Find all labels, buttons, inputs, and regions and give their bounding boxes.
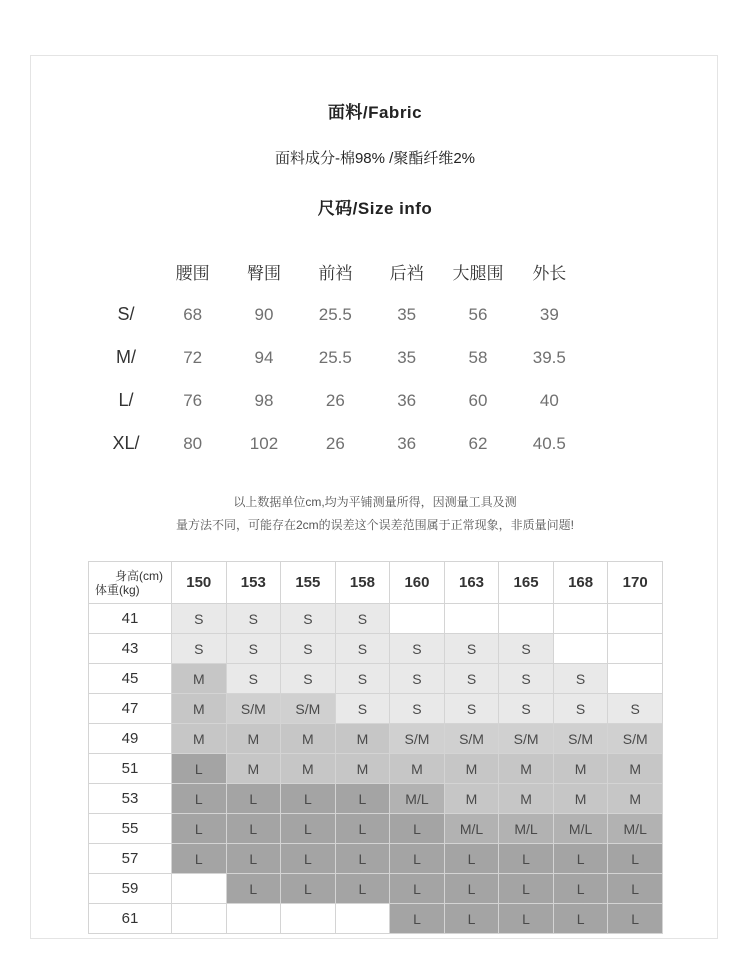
recommended-size-cell: S [335,604,390,634]
size-table-row [95,293,585,336]
weight-row-label: 61 [89,904,172,934]
recommended-size-cell: S [553,664,608,694]
recommended-size-cell: S [444,634,499,664]
fabric-composition-text: 面料成分-棉98% /聚酯纤维2% [274,150,476,167]
recommended-size-cell: S [172,604,227,634]
size-row-label: XL/ [112,433,140,453]
recommended-size-cell: S [335,694,390,724]
recommended-size-cell: L [390,904,445,934]
measurement-note-line1: 以上数据单位cm,均为平铺测量所得，因测量工具及测 [233,495,517,509]
height-column-header: 168 [553,562,608,604]
size-row-label: L/ [118,390,134,410]
weight-row-label: 43 [89,634,172,664]
size-table-header-row [95,249,585,293]
recommended-size-cell: S [499,664,554,694]
recommended-size-cell: M [226,724,281,754]
matrix-header-row [89,562,663,604]
recommended-size-cell: M [172,724,227,754]
size-section-title: 尺码/Size info [317,199,433,218]
recommended-size-cell: L [172,754,227,784]
recommended-size-cell: M [553,754,608,784]
recommended-size-cell: L [226,814,281,844]
size-table-column-header: 外长 [532,263,567,283]
recommended-size-cell: S [499,634,554,664]
recommended-size-cell: S [226,634,281,664]
size-measurement-value: 98 [254,390,274,410]
size-measurement-value: 26 [325,390,345,410]
size-measurement-value: 72 [183,347,203,367]
size-measurement-value: 25.5 [318,304,352,324]
recommended-size-cell: M/L [444,814,499,844]
recommended-size-cell: S [390,664,445,694]
recommended-size-cell: L [172,814,227,844]
recommended-size-cell: L [444,904,499,934]
empty-size-cell [499,604,554,634]
empty-size-cell [608,634,663,664]
size-table-row [95,379,585,422]
recommended-size-cell: M/L [553,814,608,844]
matrix-row [89,814,663,844]
corner-height-label: 身高(cm) [115,569,163,583]
matrix-row [89,694,663,724]
measurement-note-line2: 量方法不同，可能存在2cm的误差这个误差范围属于正常现象，非质量问题! [175,518,574,532]
size-table-column-header: 大腿围 [452,263,504,283]
recommended-size-cell: L [172,784,227,814]
size-measurement-value: 76 [183,390,203,410]
empty-size-cell [172,874,227,904]
recommended-size-cell: S [172,634,227,664]
recommended-size-cell: M [390,754,445,784]
matrix-row [89,604,663,634]
size-measurements-table [95,249,585,465]
recommended-size-cell: L [335,844,390,874]
size-measurement-value: 60 [468,390,488,410]
height-column-header: 170 [608,562,663,604]
recommended-size-cell: L [444,874,499,904]
height-column-header: 163 [444,562,499,604]
recommended-size-cell: S [608,694,663,724]
recommended-size-cell: L [281,814,336,844]
recommended-size-cell: L [553,904,608,934]
recommended-size-cell: M/L [390,784,445,814]
size-measurement-value: 58 [468,347,488,367]
recommended-size-cell: M [499,754,554,784]
size-measurement-value: 36 [397,390,417,410]
recommended-size-cell: M/L [499,814,554,844]
recommended-size-cell: S [335,664,390,694]
size-table-column-header: 臀围 [246,263,281,283]
size-row-label: M/ [116,347,136,367]
recommended-size-cell: L [444,844,499,874]
recommended-size-cell: M [281,724,336,754]
recommended-size-cell: M [335,754,390,784]
empty-size-cell [444,604,499,634]
weight-row-label: 41 [89,604,172,634]
matrix-row [89,754,663,784]
recommended-size-cell: L [608,904,663,934]
recommended-size-cell: S/M [226,694,281,724]
height-column-header: 155 [281,562,336,604]
recommended-size-cell: S/M [499,724,554,754]
size-table-row [95,336,585,379]
recommended-size-cell: S [281,604,336,634]
size-measurement-value: 35 [397,347,417,367]
recommended-size-cell: S [444,694,499,724]
measurement-note [0,491,750,537]
height-column-header: 150 [172,562,227,604]
height-column-header: 165 [499,562,554,604]
matrix-row [89,664,663,694]
weight-row-label: 47 [89,694,172,724]
recommended-size-cell: S/M [608,724,663,754]
size-measurement-value: 80 [183,433,203,453]
recommended-size-cell: L [499,904,554,934]
recommended-size-cell: S [553,694,608,724]
recommended-size-cell: M [335,724,390,754]
empty-size-cell [390,604,445,634]
recommended-size-cell: S [226,664,281,694]
recommended-size-cell: L [608,874,663,904]
size-measurement-value: 90 [254,304,274,324]
empty-size-cell [281,904,336,934]
recommended-size-cell: L [281,784,336,814]
recommended-size-cell: S [390,694,445,724]
matrix-row [89,784,663,814]
recommended-size-cell: L [335,874,390,904]
weight-row-label: 57 [89,844,172,874]
empty-size-cell [172,904,227,934]
recommended-size-cell: S/M [444,724,499,754]
size-measurement-value: 39.5 [532,347,566,367]
corner-weight-label: 体重(kg) [95,583,140,597]
recommended-size-cell: M [172,664,227,694]
recommended-size-cell: S/M [281,694,336,724]
matrix-row [89,634,663,664]
recommended-size-cell: L [499,874,554,904]
fabric-section-title: 面料/Fabric [327,103,423,122]
weight-row-label: 51 [89,754,172,784]
size-measurement-value: 25.5 [318,347,352,367]
recommended-size-cell: L [226,844,281,874]
recommended-size-cell: M [172,694,227,724]
recommended-size-cell: L [390,814,445,844]
matrix-row [89,724,663,754]
recommended-size-cell: M [499,784,554,814]
empty-size-cell [608,604,663,634]
size-measurement-value: 94 [254,347,274,367]
recommended-size-cell: M [444,784,499,814]
size-measurement-value: 36 [397,433,417,453]
size-table-row [95,422,585,465]
weight-row-label: 53 [89,784,172,814]
recommended-size-cell: L [335,784,390,814]
height-column-header: 158 [335,562,390,604]
recommended-size-cell: M [226,754,281,784]
recommended-size-cell: L [390,874,445,904]
recommended-size-cell: M/L [608,814,663,844]
recommended-size-cell: S [444,664,499,694]
empty-size-cell [226,904,281,934]
size-measurement-value: 40 [539,390,559,410]
recommended-size-cell: L [608,844,663,874]
recommended-size-cell: M [281,754,336,784]
recommended-size-cell: L [335,814,390,844]
matrix-corner-cell [89,562,172,604]
size-measurement-value: 26 [325,433,345,453]
recommended-size-cell: S [390,634,445,664]
size-measurement-value: 68 [183,304,203,324]
recommended-size-cell: L [226,874,281,904]
recommended-size-cell: L [499,844,554,874]
recommended-size-cell: S/M [553,724,608,754]
recommended-size-cell: S [281,664,336,694]
size-table-column-header: 后裆 [389,263,424,283]
matrix-row [89,844,663,874]
empty-size-cell [553,604,608,634]
recommended-size-cell: M [444,754,499,784]
weight-row-label: 49 [89,724,172,754]
weight-row-label: 55 [89,814,172,844]
recommended-size-cell: S [499,694,554,724]
recommended-size-cell: M [608,754,663,784]
size-recommendation-matrix [88,561,663,934]
size-table-column-header: 腰围 [175,263,210,283]
size-measurement-value: 40.5 [532,433,566,453]
recommended-size-cell: S/M [390,724,445,754]
size-row-label: S/ [117,304,135,324]
recommended-size-cell: S [281,634,336,664]
size-measurement-value: 39 [539,304,559,324]
recommended-size-cell: L [281,844,336,874]
recommended-size-cell: S [226,604,281,634]
recommended-size-cell: M [553,784,608,814]
matrix-row [89,874,663,904]
size-measurement-value: 35 [397,304,417,324]
weight-row-label: 45 [89,664,172,694]
matrix-row [89,904,663,934]
recommended-size-cell: L [281,874,336,904]
size-table-column-header: 前裆 [318,263,353,283]
empty-size-cell [553,634,608,664]
recommended-size-cell: S [335,634,390,664]
recommended-size-cell: L [553,874,608,904]
recommended-size-cell: L [226,784,281,814]
recommended-size-cell: M [608,784,663,814]
empty-size-cell [335,904,390,934]
height-column-header: 153 [226,562,281,604]
size-measurement-value: 62 [468,433,488,453]
recommended-size-cell: L [172,844,227,874]
recommended-size-cell: L [390,844,445,874]
size-measurement-value: 102 [249,433,279,453]
weight-row-label: 59 [89,874,172,904]
height-column-header: 160 [390,562,445,604]
recommended-size-cell: L [553,844,608,874]
size-table-corner-blank [95,249,157,293]
empty-size-cell [608,664,663,694]
size-measurement-value: 56 [468,304,488,324]
